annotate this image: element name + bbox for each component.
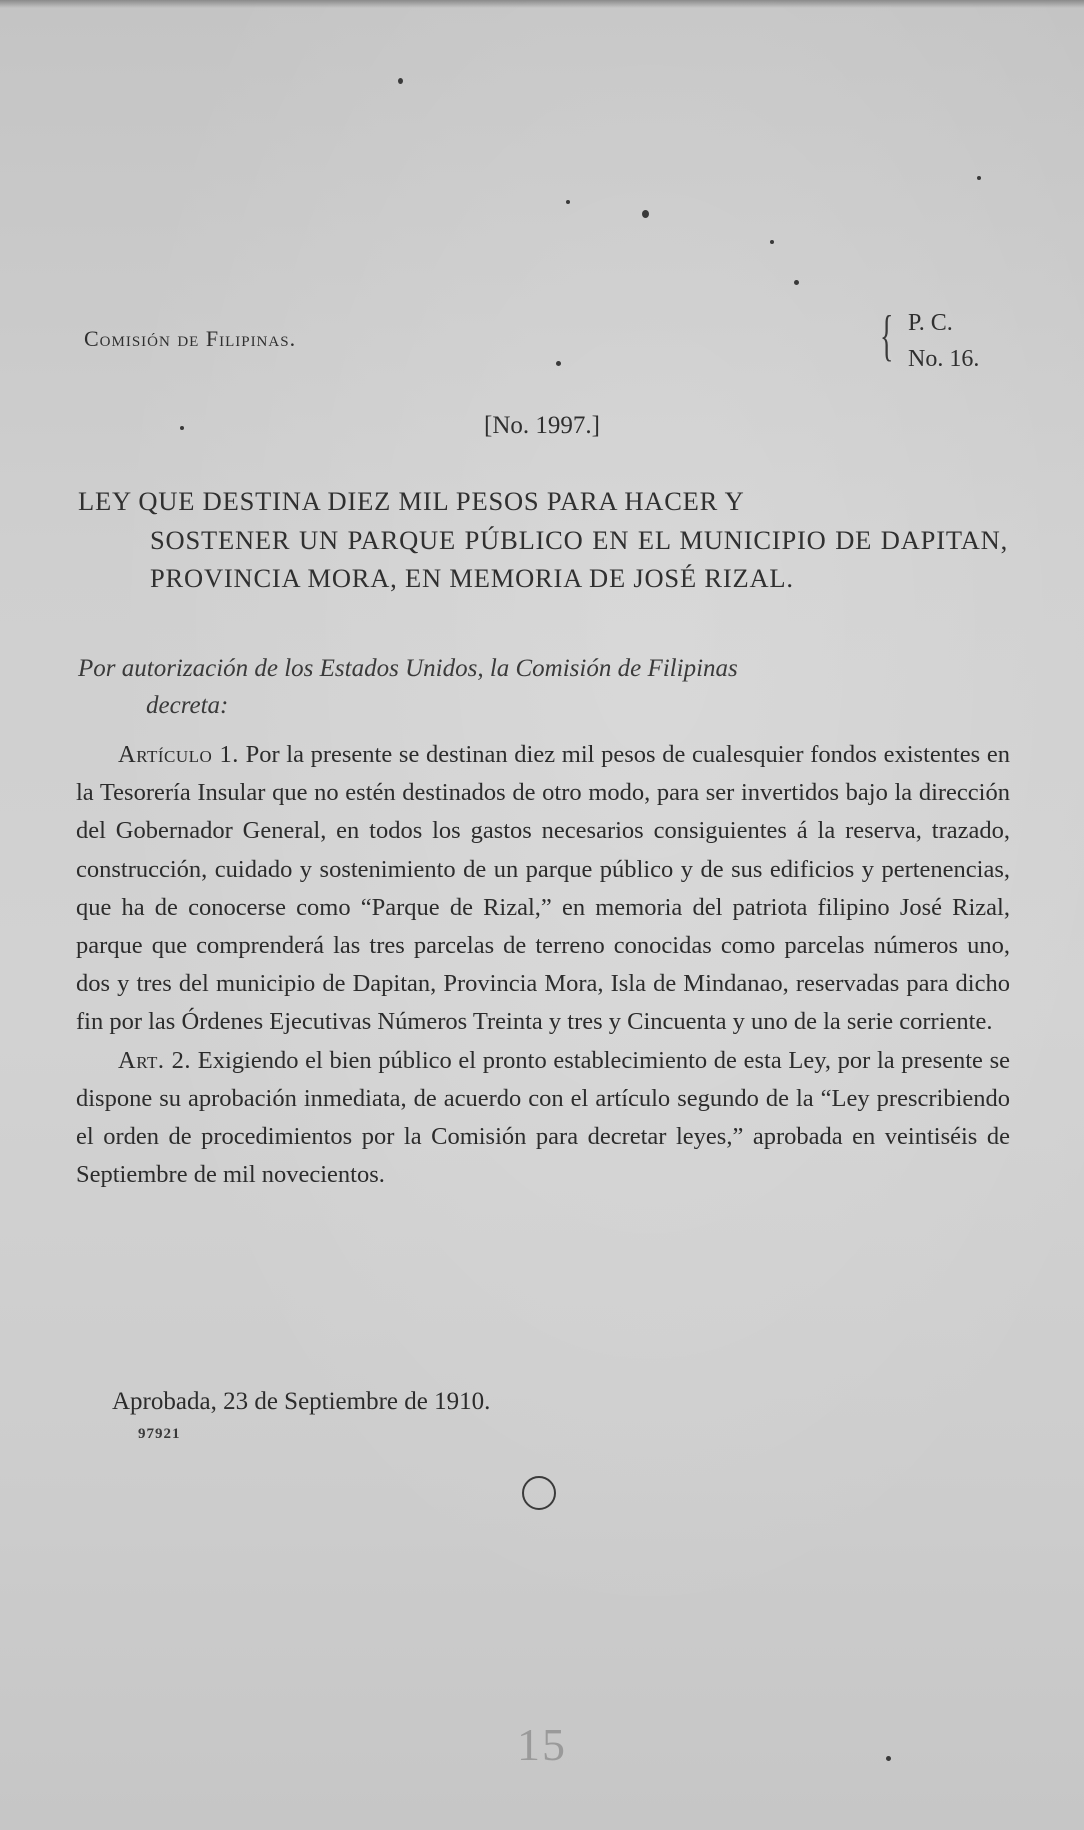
commission-header: Comisión de Filipinas. bbox=[84, 326, 297, 351]
scan-speck bbox=[794, 280, 799, 285]
enacting-clause-line1: Por autorización de los Estados Unidos, la Comisión de Filipinas bbox=[78, 655, 738, 682]
act-body bbox=[76, 736, 1010, 1194]
docket-number: No. 16. bbox=[908, 346, 980, 372]
act-title-rest: SOSTENER UN PARQUE PÚBLICO EN EL MUNICIPIO DE DAPITAN, PROVINCIA MORA, EN MEMORIA DE JOSÉ RIZAL. bbox=[150, 524, 1008, 593]
scan-speck bbox=[556, 361, 561, 366]
page-number: 15 bbox=[517, 1719, 567, 1770]
brace-glyph: { bbox=[880, 305, 894, 367]
article-1 bbox=[76, 736, 1010, 1042]
article-2-label: Art. 2. bbox=[118, 1046, 192, 1074]
article-2-text: Exigiendo el bien público el pronto establecimiento de esta Ley, por la presente se dispone su aprobación inmediata, de acuerdo con el artículo segundo de la “Ley prescribiendo el orden de procedimientos por la Comisión para decretar leyes,” aprobada en veintiséis de Septiembre de mil novecientos. bbox=[76, 1046, 1010, 1189]
act-title-line1: LEY QUE DESTINA DIEZ MIL PESOS PARA HACER Y bbox=[78, 486, 745, 516]
article-1-label: Artículo 1. bbox=[118, 741, 239, 768]
page-top-edge bbox=[0, 0, 1084, 8]
approval-date: Aprobada, 23 de Septiembre de 1910. bbox=[112, 1388, 491, 1415]
enacting-clause bbox=[78, 650, 1010, 724]
scan-speck bbox=[977, 176, 981, 180]
circle-ornament-icon bbox=[522, 1476, 556, 1510]
act-number: [No. 1997.] bbox=[484, 412, 600, 439]
scan-speck bbox=[566, 200, 570, 204]
scan-speck bbox=[642, 210, 649, 218]
print-code: 97921 bbox=[138, 1426, 181, 1442]
docket-reference bbox=[880, 305, 1020, 380]
scan-speck bbox=[398, 78, 403, 84]
article-1-text: Por la presente se destinan diez mil pesos de cualesquier fondos existentes en la Tesorería Insular que no estén destinados de otro modo, para ser invertidos bajo la dirección del Gobernador General, en todos los gastos necesarios consiguientes á la reserva, trazado, construcción, cuidado y sostenimiento de un parque público y de sus edificios y pertenencias, que ha de conocerse como “Parque de Rizal,” en memoria del patriota filipino José Rizal, parque que comprenderá las tres parcelas de terreno conocidas como parcelas números uno, dos y tres del municipio de Dapitan, Provincia Mora, Isla de Mindanao, reservadas para dicho fin por las Órdenes Ejecutivas Números Treinta y tres y Cincuenta y uno de la serie corriente. bbox=[76, 741, 1011, 1036]
act-title bbox=[78, 482, 1008, 598]
scan-speck bbox=[770, 240, 774, 244]
article-2 bbox=[76, 1042, 1010, 1195]
enacting-clause-line2: decreta: bbox=[146, 692, 229, 719]
docket-series: P. C. bbox=[908, 310, 953, 336]
